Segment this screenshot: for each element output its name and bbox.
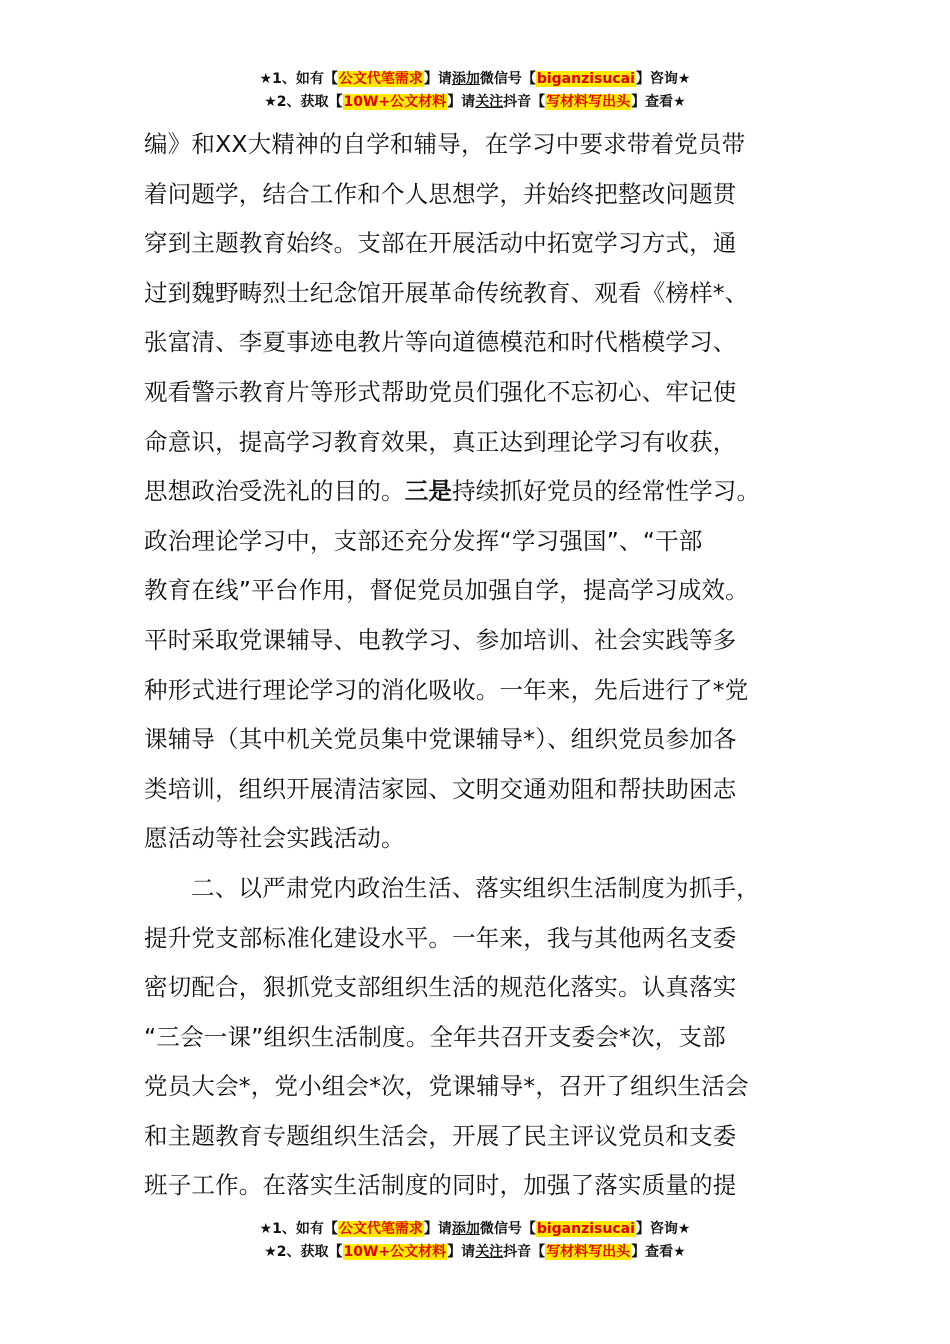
banner-text: ★1、如有【 [259,1221,338,1237]
banner-text: ★2、获取【 [264,1244,343,1260]
body-line: 着问题学，结合工作和个人思想学，并始终把整改问题贯 [144,179,737,208]
body-line: 编》和XX大精神的自学和辅导，在学习中要求带着党员带 [144,130,746,158]
banner-text: 】查看★ [631,94,686,110]
paragraph-start-line: 二、以严肃党内政治生活、落实组织生活制度为抓手， [191,873,760,902]
banner-highlight: biganzisucai [536,1221,635,1237]
body-line: 党员大会*，党小组会*次，党课辅导*，召开了组织生活会 [144,1072,749,1101]
banner-underlined-text: 关注 [475,94,504,110]
banner-text: 】咨询★ [635,71,691,87]
banner-text: 】请 [423,1221,452,1237]
body-line: 愿活动等社会实践活动。 [144,824,405,853]
banner-text: ★1、如有【 [259,71,338,87]
body-text: 持续抓好党员的经常性学习。 [452,477,761,506]
banner-underlined-text: 添加 [451,71,480,87]
banner-text: 】请 [447,94,476,110]
banner-text: 】请 [447,1244,476,1260]
banner-highlight: biganzisucai [536,71,635,87]
body-line: 和主题教育专题组织生活会，开展了民主评议党员和支委 [144,1121,737,1150]
bottom-banner [0,1218,950,1264]
body-line [144,467,808,517]
banner-underlined-text: 关注 [475,1244,504,1260]
body-line: 过到魏野畴烈士纪念馆开展革命传统教育、观看《榜样*、 [144,278,749,307]
banner-highlight: 10W+公文材料 [343,1244,447,1260]
top-banner [0,68,950,114]
banner-line-1 [0,68,950,91]
body-line: 穿到主题教育始终。支部在开展活动中拓宽学习方式，通 [144,229,737,258]
body-line: 观看警示教育片等形式帮助党员们强化不忘初心、牢记使 [144,377,737,406]
document-body [144,120,808,1211]
body-line: 种形式进行理论学习的消化吸收。一年来，先后进行了*党 [144,675,749,704]
banner-text: 微信号【 [479,1221,536,1237]
banner-line-2 [0,1241,950,1264]
banner-underlined-text: 添加 [451,1221,480,1237]
body-line: 课辅导（其中机关党员集中党课辅导*）、组织党员参加各 [144,725,737,754]
body-line: 密切配合，狠抓党支部组织生活的规范化落实。认真落实 [144,973,737,1002]
banner-line-1 [0,1218,950,1241]
banner-highlight: 写材料写出头 [546,94,631,110]
banner-text: 微信号【 [479,71,536,87]
body-line: 张富清、李夏事迹电教片等向道德模范和时代楷模学习、 [144,328,737,357]
body-line: 教育在线”平台作用，督促党员加强自学，提高学习成效。 [144,576,749,605]
banner-text: 抖音【 [503,94,546,110]
banner-highlight: 10W+公文材料 [343,94,447,110]
banner-text: 】咨询★ [635,1221,691,1237]
banner-text: 】请 [423,71,452,87]
bold-keyword: 三是 [404,477,453,506]
banner-text: 抖音【 [503,1244,546,1260]
body-line: 类培训，组织开展清洁家园、文明交通劝阻和帮扶助困志 [144,774,737,803]
body-line: 班子工作。在落实生活制度的同时，加强了落实质量的提 [144,1171,737,1200]
banner-text: ★2、获取【 [264,94,343,110]
body-text: 思想政治受洗礼的目的。 [144,477,405,506]
banner-line-2 [0,91,950,114]
body-line: 政治理论学习中，支部还充分发挥“学习强国”、“干部 [144,526,703,555]
banner-text: 】查看★ [631,1244,686,1260]
body-line: “三会一课”组织生活制度。全年共召开支委会*次，支部 [144,1022,726,1051]
body-line: 命意识，提高学习教育效果，真正达到理论学习有收获， [144,427,737,456]
banner-highlight: 写材料写出头 [546,1244,631,1260]
body-line: 平时采取党课辅导、电教学习、参加培训、社会实践等多 [144,625,737,654]
banner-highlight: 公文代笔需求 [338,1221,423,1237]
banner-highlight: 公文代笔需求 [338,71,423,87]
body-line: 提升党支部标准化建设水平。一年来，我与其他两名支委 [144,923,737,952]
